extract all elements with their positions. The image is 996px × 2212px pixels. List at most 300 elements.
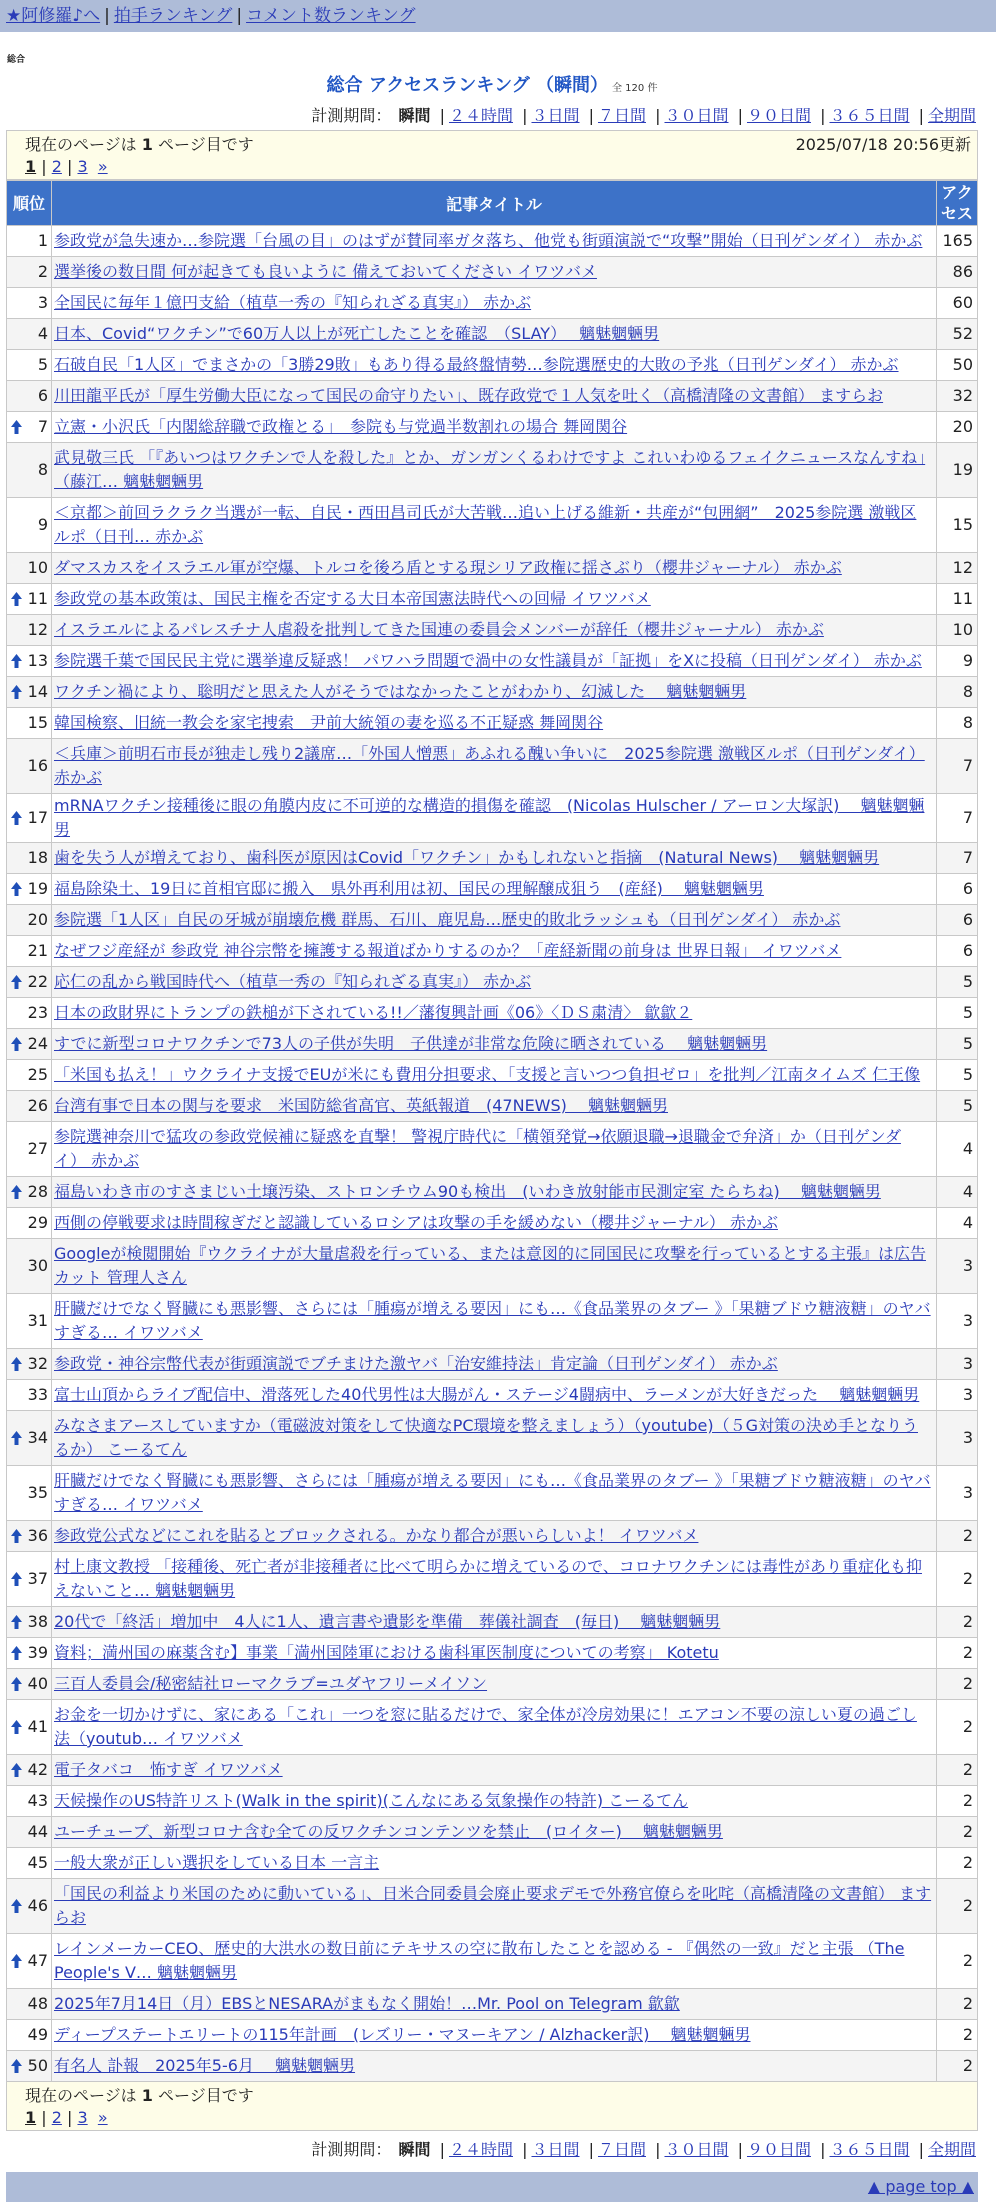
rank-number: 9: [37, 515, 48, 534]
article-title-link[interactable]: 天候操作のUS特許リスト(Walk in the spirit)(こんなにある気象操作の特許) こーるてん: [54, 1791, 689, 1810]
rank-number: 29: [27, 1213, 48, 1232]
title-cell: [52, 584, 937, 615]
page-status: 現在のページは 1 ページ目です: [25, 135, 254, 154]
rank-cell: [7, 739, 52, 794]
rank-up-arrow-icon: [10, 653, 23, 669]
rank-cell: [7, 1669, 52, 1700]
table-row: [7, 1786, 978, 1817]
rank-cell: [7, 936, 52, 967]
article-title-link[interactable]: 「米国も払え！」ウクライナ支援でEUが米にも費用分担要求、「支援と言いつつ負担ゼロ」を批判／江南タイムズ 仁王像: [54, 1065, 921, 1084]
rank-number: 43: [27, 1791, 48, 1810]
rank-up-arrow-icon: [10, 2058, 23, 2074]
pager-top: [6, 130, 978, 180]
rank-number: 21: [27, 941, 48, 960]
rank-up-arrow-icon: [10, 1430, 23, 1446]
title-cell: [52, 1552, 937, 1607]
table-row: [7, 1060, 978, 1091]
table-row: [7, 1607, 978, 1638]
table-row: [7, 2051, 978, 2082]
pipe: |: [439, 106, 445, 125]
table-row: [7, 1380, 978, 1411]
table-row: [7, 1177, 978, 1208]
rank-up-arrow-icon: [10, 591, 23, 607]
rank-cell: [7, 1239, 52, 1294]
table-row: [7, 677, 978, 708]
rank-number: 24: [27, 1034, 48, 1053]
access-count: 4: [937, 1177, 978, 1208]
access-count: 12: [937, 553, 978, 584]
article-title-link[interactable]: 川田龍平氏が「厚生労働大臣になって国民の命守りたい」、既存政党で１人気を吐く（高橋清隆の文書館） ますらお: [54, 386, 884, 405]
home-link[interactable]: ★阿修羅♪へ: [6, 6, 101, 26]
pipe: |: [655, 2140, 661, 2159]
title-cell: [52, 1091, 937, 1122]
rank-cell: [7, 2051, 52, 2082]
pagination: 1 | 2 | 3 »: [25, 2108, 108, 2127]
rank-cell: [7, 1786, 52, 1817]
rank-cell: [7, 1755, 52, 1786]
rank-number: 1: [37, 231, 48, 250]
main-content: [0, 32, 984, 2212]
rank-cell: [7, 1817, 52, 1848]
rank-cell: [7, 1208, 52, 1239]
rank-cell: [7, 1934, 52, 1989]
article-title-link[interactable]: 20代で「終活」増加中 4人に1人、遺言書や遺影を準備 葬儀社調査 (毎日) 魑魅魍魎男: [54, 1612, 721, 1631]
table-row: [7, 646, 978, 677]
title-cell: [52, 1239, 937, 1294]
table-row: [7, 1989, 978, 2020]
access-count: 2: [937, 2051, 978, 2082]
access-count: 6: [937, 874, 978, 905]
rank-cell: [7, 1879, 52, 1934]
rank-number: 23: [27, 1003, 48, 1022]
article-title-link[interactable]: 電子タバコ 怖すぎ イワツバメ: [54, 1760, 283, 1779]
access-count: 8: [937, 677, 978, 708]
table-row: [7, 288, 978, 319]
title-cell: [52, 553, 937, 584]
access-count: 7: [937, 739, 978, 794]
title-cell: [52, 1607, 937, 1638]
rank-number: 13: [27, 651, 48, 670]
access-count: 3: [937, 1380, 978, 1411]
access-count: 2: [937, 1755, 978, 1786]
article-title-link[interactable]: 一般大衆が正しい選択をしている日本 一言主: [54, 1853, 380, 1872]
article-title-link[interactable]: 参政党公式などにこれを貼るとブロックされる。かなり都合が悪いらしいよ！ イワツバメ: [54, 1526, 699, 1545]
page-top-link[interactable]: ▲ page top ▲: [867, 2177, 974, 2196]
access-count: 2: [937, 1989, 978, 2020]
comment-ranking-link[interactable]: コメント数ランキング: [246, 6, 416, 26]
title-cell: [52, 794, 937, 843]
article-title-link[interactable]: お金を一切かけずに、家にある「これ」一つを窓に貼るだけで、家全体が冷房効果に！エアコン不要の涼しい夏の過ごし法（youtub… イワツバメ: [54, 1705, 917, 1748]
article-title-link[interactable]: Googleが検閲開始『ウクライナが大量虐殺を行っている、または意図的に同国民に攻撃を行っているとする主張』は広告カット 管理人さん: [54, 1244, 926, 1287]
title-cell: [52, 1411, 937, 1466]
table-row: [7, 2020, 978, 2051]
table-row: [7, 1669, 978, 1700]
title-cell: [52, 739, 937, 794]
table-row: [7, 1239, 978, 1294]
rank-up-arrow-icon: [10, 1356, 23, 1372]
header-title: 記事タイトル: [52, 181, 937, 226]
pipe: |: [820, 2140, 826, 2159]
period-current: 瞬間: [398, 106, 431, 125]
article-title-link[interactable]: 日本の政財界にトランプの鉄槌が下されている!!／藩復興計画《06》〈ＤＳ粛清〉 歙歙２: [54, 1003, 693, 1022]
title-cell: [52, 905, 937, 936]
nav-separator: |: [236, 6, 243, 26]
ranking-title: 総合 アクセスランキング （瞬間）: [326, 75, 608, 96]
table-row: [7, 257, 978, 288]
table-row: [7, 905, 978, 936]
article-title-link[interactable]: レインメーカーCEO、歴史的大洪水の数日前にテキサスの空に散布したことを認める - 『偶然の一致』だと主張 （The People's V… 魑魅魍魎男: [54, 1939, 905, 1982]
rank-cell: [7, 1122, 52, 1177]
rank-up-arrow-icon: [10, 1036, 23, 1052]
footer-bar: [6, 2172, 978, 2202]
pipe: |: [588, 2140, 594, 2159]
rank-cell: [7, 1091, 52, 1122]
access-count: 4: [937, 1208, 978, 1239]
rank-cell: [7, 794, 52, 843]
rank-up-arrow-icon: [10, 881, 23, 897]
rank-cell: [7, 967, 52, 998]
article-title-link[interactable]: 参政党の基本政策は、国民主権を否定する大日本帝国憲法時代への回帰 イワツバメ: [54, 589, 651, 608]
access-count: 10: [937, 615, 978, 646]
title-cell: [52, 1029, 937, 1060]
rank-number: 27: [27, 1139, 48, 1158]
rank-up-arrow-icon: [10, 1762, 23, 1778]
title-cell: [52, 1122, 937, 1177]
article-title-link[interactable]: 参政党・神谷宗幣代表が街頭演説でブチまけた激ヤバ「治安維持法」肯定論（日刊ゲンダイ） 赤かぶ: [54, 1354, 778, 1373]
pipe: |: [522, 2140, 528, 2159]
period-30d[interactable]: ３０日間: [664, 2140, 729, 2159]
rank-number: 30: [27, 1256, 48, 1275]
rank-number: 40: [27, 1674, 48, 1693]
table-row: [7, 967, 978, 998]
rank-number: 36: [27, 1526, 48, 1545]
article-title-link[interactable]: 西側の停戦要求は時間稼ぎだと認識しているロシアは攻撃の手を緩めない（櫻井ジャーナル） 赤かぶ: [54, 1213, 778, 1232]
period-24h[interactable]: ２４時間: [448, 2140, 513, 2159]
access-count: 8: [937, 708, 978, 739]
article-title-link[interactable]: 韓国検察、旧統一教会を家宅捜索 尹前大統領の妻を巡る不正疑惑 舞岡関谷: [54, 713, 604, 732]
pager-bottom: [6, 2082, 978, 2131]
rank-cell: [7, 677, 52, 708]
title-cell: [52, 1380, 937, 1411]
title-cell: [52, 443, 937, 498]
rank-number: 15: [27, 713, 48, 732]
access-count: 7: [937, 794, 978, 843]
access-count: 2: [937, 1817, 978, 1848]
rank-cell: [7, 1848, 52, 1879]
rank-cell: [7, 1294, 52, 1349]
period-30d[interactable]: ３０日間: [664, 106, 729, 125]
access-count: 9: [937, 646, 978, 677]
table-row: [7, 1466, 978, 1521]
access-count: 3: [937, 1411, 978, 1466]
article-title-link[interactable]: ユーチューブ、新型コロナ含む全ての反ワクチンコンテンツを禁止 (ロイター) 魑魅魍魎男: [54, 1822, 723, 1841]
title-cell: [52, 1879, 937, 1934]
rank-cell: [7, 443, 52, 498]
rank-cell: [7, 553, 52, 584]
title-cell: [52, 967, 937, 998]
table-row: [7, 350, 978, 381]
period-7d[interactable]: ７日間: [597, 2140, 646, 2159]
article-title-link[interactable]: みなさまアースしていますか（電磁波対策をして快適なPC環境を整えましょう）（youtube)（５G対策の決め手となりうるか） こーるてん: [54, 1416, 918, 1459]
title-cell: [52, 1755, 937, 1786]
article-title-link[interactable]: 台湾有事で日本の関与を要求 米国防総省高官、英紙報道 (47NEWS) 魑魅魍魎男: [54, 1096, 668, 1115]
article-title-link[interactable]: 石破自民「1人区」でまさかの「3勝29敗」もあり得る最終盤情勢…参院選歴史的大敗の予兆（日刊ゲンダイ） 赤かぶ: [54, 355, 899, 374]
title-cell: [52, 2051, 937, 2082]
article-title-link[interactable]: 参院選神奈川で猛攻の参政党候補に疑惑を直撃！ 警視庁時代に「横領発覚→依願退職→退職金で弁済」か（日刊ゲンダイ） 赤かぶ: [54, 1127, 901, 1170]
article-title-link[interactable]: ＜京都＞前回ラクラク当選が一転、自民・西田昌司氏が大苦戦…追い上げる維新・共産が“包囲網” 2025参院選 激戦区ルポ（日刊… 赤かぶ: [54, 503, 917, 546]
access-count: 2: [937, 1879, 978, 1934]
table-row: [7, 412, 978, 443]
page-title: [6, 71, 978, 97]
rank-number: 6: [37, 386, 48, 405]
table-row: [7, 794, 978, 843]
pipe: |: [522, 106, 528, 125]
rank-cell: [7, 319, 52, 350]
article-title-link[interactable]: 村上康文教授 「接種後、死亡者が非接種者に比べて明らかに増えているので、コロナワクチンには毒性があり重症化も抑えないこと… 魑魅魍魎男: [54, 1557, 922, 1600]
title-cell: [52, 1934, 937, 1989]
rank-number: 25: [27, 1065, 48, 1084]
rank-number: 41: [27, 1717, 48, 1736]
rank-number: 46: [27, 1896, 48, 1915]
access-count: 7: [937, 843, 978, 874]
period-24h[interactable]: ２４時間: [448, 106, 513, 125]
next-page-link[interactable]: »: [97, 2108, 108, 2127]
rank-number: 42: [27, 1760, 48, 1779]
pipe: |: [655, 106, 661, 125]
title-cell: [52, 257, 937, 288]
rank-cell: [7, 584, 52, 615]
rank-cell: [7, 874, 52, 905]
rank-cell: [7, 905, 52, 936]
article-title-link[interactable]: イスラエルによるパレスチナ人虐殺を批判してきた国連の委員会メンバーが辞任（櫻井ジャーナル） 赤かぶ: [54, 620, 824, 639]
article-title-link[interactable]: 全国民に毎年１億円支給（植草一秀の『知られざる真実』） 赤かぶ: [54, 293, 532, 312]
access-count: 2: [937, 1552, 978, 1607]
article-title-link[interactable]: 参院選千葉で国民民主党に選挙違反疑惑！ パワハラ問題で渦中の女性議員が「証拠」をXに投稿（日刊ゲンダイ） 赤かぶ: [54, 651, 922, 670]
rank-number: 34: [27, 1428, 48, 1447]
access-count: 6: [937, 905, 978, 936]
rank-up-arrow-icon: [10, 1184, 23, 1200]
page-status: 現在のページは 1 ページ目です: [25, 2086, 254, 2105]
rank-number: 10: [27, 558, 48, 577]
title-cell: [52, 1466, 937, 1521]
table-row: [7, 998, 978, 1029]
pipe: |: [588, 106, 594, 125]
rank-number: 49: [27, 2025, 48, 2044]
access-count: 2: [937, 1607, 978, 1638]
title-cell: [52, 381, 937, 412]
rank-number: 22: [27, 972, 48, 991]
rank-cell: [7, 498, 52, 553]
article-title-link[interactable]: 資料；満州国の麻薬含む】事業「満州国陸軍における歯科軍医制度についての考察」 Kotetu: [54, 1643, 719, 1662]
article-title-link[interactable]: ワクチン禍により、聡明だと思えた人がそうではなかったことがわかり、幻滅した 魑魅魍魎男: [54, 682, 747, 701]
rank-up-arrow-icon: [10, 1953, 23, 1969]
updated-time: 2025/07/18 20:56更新: [795, 135, 971, 154]
rank-number: 20: [27, 910, 48, 929]
page-2-link[interactable]: 2: [51, 157, 62, 176]
access-count: 60: [937, 288, 978, 319]
rank-up-arrow-icon: [10, 1898, 23, 1914]
clap-ranking-link[interactable]: 拍手ランキング: [113, 6, 233, 26]
page-3-link[interactable]: 3: [77, 2108, 88, 2127]
table-row: [7, 1700, 978, 1755]
access-count: 5: [937, 1091, 978, 1122]
article-title-link[interactable]: 応仁の乱から戦国時代へ（植草一秀の『知られざる真実』） 赤かぶ: [54, 972, 532, 991]
access-count: 2: [937, 1521, 978, 1552]
period-all[interactable]: 全期間: [927, 2140, 976, 2159]
rank-number: 26: [27, 1096, 48, 1115]
article-title-link[interactable]: 富士山頂からライブ配信中、滑落死した40代男性は大腸がん・ステージ4闘病中、ラーメンが大好きだった 魑魅魍魎男: [54, 1385, 920, 1404]
rank-number: 48: [27, 1994, 48, 2013]
title-cell: [52, 1989, 937, 2020]
table-row: [7, 1349, 978, 1380]
page-2-link[interactable]: 2: [51, 2108, 62, 2127]
rank-cell: [7, 1411, 52, 1466]
article-title-link[interactable]: 参政党が急失速か…参院選「台風の目」のはずが賛同率ガタ落ち、他党も街頭演説で“攻撃”開始（日刊ゲンダイ） 赤かぶ: [54, 231, 923, 250]
period-selector-top: [6, 103, 978, 126]
access-count: 11: [937, 584, 978, 615]
article-title-link[interactable]: すでに新型コロナワクチンで73人の子供が失明 子供達が非常な危険に晒されている 魑魅魍魎男: [54, 1034, 768, 1053]
rank-cell: [7, 1521, 52, 1552]
rank-number: 38: [27, 1612, 48, 1631]
article-title-link[interactable]: 肝臓だけでなく腎臓にも悪影響、さらには「腫瘍が増える要因」にも…《食品業界のタブー 》「果糖ブドウ糖液糖」のヤバすぎる… イワツバメ: [54, 1299, 931, 1342]
title-cell: [52, 615, 937, 646]
title-cell: [52, 1638, 937, 1669]
period-365d[interactable]: ３６５日間: [829, 2140, 910, 2159]
category-label: 総合: [7, 55, 26, 65]
rank-cell: [7, 843, 52, 874]
article-title-link[interactable]: 2025年7月14日（月）EBSとNESARAがまもなく開始！…Mr. Pool on Telegram 歙歙: [54, 1994, 680, 2013]
rank-number: 5: [37, 355, 48, 374]
rank-cell: [7, 1607, 52, 1638]
rank-cell: [7, 1638, 52, 1669]
rank-cell: [7, 257, 52, 288]
title-cell: [52, 708, 937, 739]
title-cell: [52, 1521, 937, 1552]
rank-cell: [7, 1177, 52, 1208]
rank-cell: [7, 412, 52, 443]
article-title-link[interactable]: 武見敬三氏 「『あいつはワクチンで人を殺した』とか、ガンガンくるわけですよ これいわゆるフェイクニュースなんすね」（藤江… 魑魅魍魎男: [54, 448, 926, 491]
rank-number: 47: [27, 1951, 48, 1970]
title-cell: [52, 874, 937, 905]
rank-cell: [7, 288, 52, 319]
access-count: 5: [937, 1060, 978, 1091]
ranking-table: [6, 180, 978, 2082]
rank-number: 12: [27, 620, 48, 639]
pipe: |: [820, 106, 826, 125]
table-row: [7, 1294, 978, 1349]
article-title-link[interactable]: 選挙後の数日間 何が起きても良いように 備えておいてください イワツバメ: [54, 262, 597, 281]
rank-cell: [7, 998, 52, 1029]
period-3d[interactable]: ３日間: [531, 106, 580, 125]
article-title-link[interactable]: 福島いわき市のすさまじい土壌汚染、ストロンチウム90も検出 (いわき放射能市民測定室 たらちね) 魑魅魍魎男: [54, 1182, 881, 1201]
rank-number: 45: [27, 1853, 48, 1872]
rank-up-arrow-icon: [10, 810, 23, 826]
period-90d[interactable]: ９０日間: [746, 2140, 811, 2159]
period-3d[interactable]: ３日間: [531, 2140, 580, 2159]
access-count: 2: [937, 1700, 978, 1755]
pipe: |: [918, 2140, 924, 2159]
rank-number: 18: [27, 848, 48, 867]
article-title-link[interactable]: ダマスカスをイスラエル軍が空爆、トルコを後ろ盾とする現シリア政権に揺さぶり（櫻井ジャーナル） 赤かぶ: [54, 558, 842, 577]
access-count: 3: [937, 1294, 978, 1349]
table-row: [7, 1817, 978, 1848]
rank-cell: [7, 1552, 52, 1607]
table-row: [7, 381, 978, 412]
table-row: [7, 498, 978, 553]
title-cell: [52, 2020, 937, 2051]
table-row: [7, 708, 978, 739]
page-3-link[interactable]: 3: [77, 157, 88, 176]
article-title-link[interactable]: 有名人 訃報 2025年5-6月 魑魅魍魎男: [54, 2056, 356, 2075]
rank-number: 31: [27, 1311, 48, 1330]
period-label: 計測期間：: [311, 106, 392, 125]
pipe: |: [918, 106, 924, 125]
article-title-link[interactable]: 三百人委員会/秘密結社ローマクラブ=ユダヤフリーメイソン: [54, 1674, 488, 1693]
access-count: 2: [937, 1669, 978, 1700]
title-cell: [52, 1848, 937, 1879]
article-title-link[interactable]: ディープステートエリートの115年計画 (レズリー・マヌーキアン / Alzhacker訳) 魑魅魍魎男: [54, 2025, 751, 2044]
access-count: 15: [937, 498, 978, 553]
article-title-link[interactable]: 肝臓だけでなく腎臓にも悪影響、さらには「腫瘍が増える要因」にも…《食品業界のタブー 》「果糖ブドウ糖液糖」のヤバすぎる… イワツバメ: [54, 1471, 931, 1514]
table-row: [7, 1879, 978, 1934]
access-count: 2: [937, 1934, 978, 1989]
rank-cell: [7, 1029, 52, 1060]
title-cell: [52, 1177, 937, 1208]
next-page-link[interactable]: »: [97, 157, 108, 176]
article-title-link[interactable]: 立憲・小沢氏「内閣総辞職で政権とる」 参院も与党過半数割れの場合 舞岡関谷: [54, 417, 628, 436]
article-title-link[interactable]: 参院選「1人区」自民の牙城が崩壊危機 群馬、石川、鹿児島…歴史的敗北ラッシュも（日刊ゲンダイ） 赤かぶ: [54, 910, 841, 929]
header-rank: 順位: [7, 181, 52, 226]
article-title-link[interactable]: 日本、Covid“ワクチン”で60万人以上が死亡したことを確認 （SLAY） 魑魅魍魎男: [54, 324, 660, 343]
access-count: 19: [937, 443, 978, 498]
period-7d[interactable]: ７日間: [597, 106, 646, 125]
article-title-link[interactable]: 歯を失う人が増えており、歯科医が原因はCovid「ワクチン」かもしれないと指摘 (Natural News) 魑魅魍魎男: [54, 848, 880, 867]
access-count: 32: [937, 381, 978, 412]
rank-number: 19: [27, 879, 48, 898]
rank-cell: [7, 646, 52, 677]
title-cell: [52, 288, 937, 319]
rank-number: 44: [27, 1822, 48, 1841]
access-count: 165: [937, 226, 978, 257]
article-title-link[interactable]: なぜフジ産経が 参政党 神谷宗幣を擁護する報道ばかりするのか？「産経新聞の前身は 世界日報」 イワツバメ: [54, 941, 842, 960]
table-row: [7, 1411, 978, 1466]
rank-cell: [7, 1989, 52, 2020]
table-row: [7, 553, 978, 584]
rank-up-arrow-icon: [10, 1645, 23, 1661]
article-title-link[interactable]: 「国民の利益より米国のために動いている」、日米合同委員会廃止要求デモで外務官僚らを叱咤（高橋清隆の文書館） ますらお: [54, 1884, 932, 1927]
article-title-link[interactable]: 福島除染土、19日に首相官邸に搬入 県外再利用は初、国民の理解醸成狙う (産経) 魑魅魍魎男: [54, 879, 764, 898]
title-cell: [52, 412, 937, 443]
article-title-link[interactable]: ＜兵庫＞前明石市長が独走し残り2議席…「外国人憎悪」あふれる醜い争いに 2025参院選 激戦区ルポ（日刊ゲンダイ） 赤かぶ: [54, 744, 925, 787]
table-row: [7, 443, 978, 498]
rank-number: 2: [37, 262, 48, 281]
article-title-link[interactable]: mRNAワクチン接種後に眼の角膜内皮に不可逆的な構造的損傷を確認 (Nicolas Hulscher / アーロン大塚訳) 魑魅魍魎男: [54, 796, 925, 839]
rank-cell: [7, 615, 52, 646]
period-all[interactable]: 全期間: [927, 106, 976, 125]
period-selector-bottom: [6, 2137, 978, 2160]
rank-up-arrow-icon: [10, 1676, 23, 1692]
rank-number: 32: [27, 1354, 48, 1373]
period-365d[interactable]: ３６５日間: [829, 106, 910, 125]
rank-cell: [7, 350, 52, 381]
page-current: 1: [25, 157, 37, 176]
period-90d[interactable]: ９０日間: [746, 106, 811, 125]
table-row: [7, 1091, 978, 1122]
rank-up-arrow-icon: [10, 1719, 23, 1735]
table-row: [7, 1552, 978, 1607]
rank-up-arrow-icon: [10, 1528, 23, 1544]
title-cell: [52, 1060, 937, 1091]
